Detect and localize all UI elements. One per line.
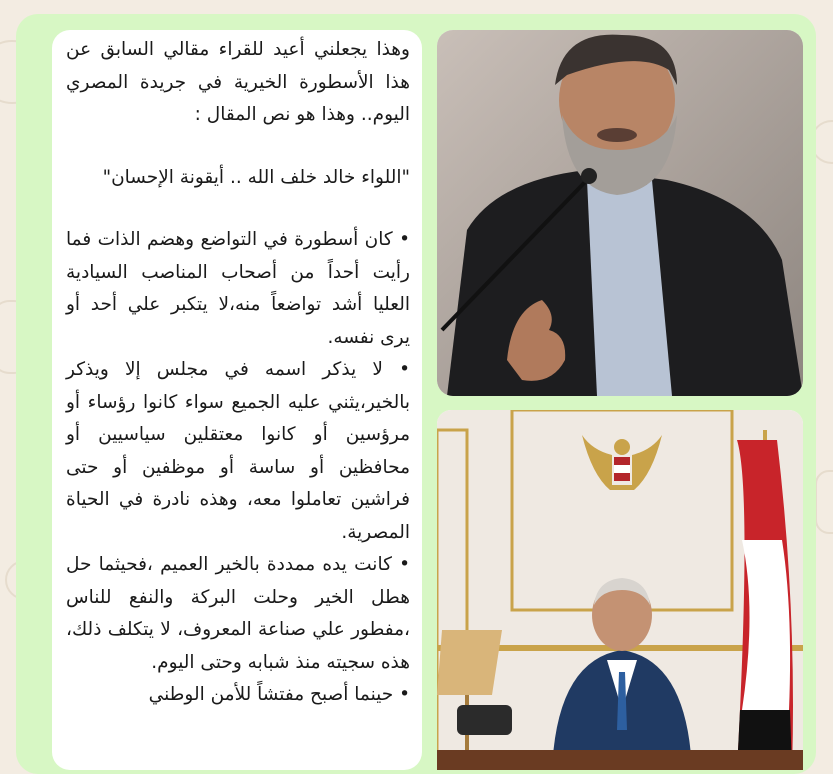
official-photo[interactable] bbox=[437, 410, 803, 770]
article-panel bbox=[52, 30, 422, 770]
article-paragraph: • لا يذكر اسمه في مجلس إلا ويذكر بالخير،يثني عليه الجميع سواء كانوا رؤساء أو مرؤسين أو كانوا معتقلين سياسيين أو محافظين أو ساسة أو موظفين أو حتى فراشين تعاملوا معه، وهذه نادرة في الحياة المصرية. bbox=[66, 359, 410, 543]
article-paragraph: • كان أسطورة في التواضع وهضم الذات فما رأيت أحداً من أصحاب المناصب السيادية العليا أشد تواضعاً منه،لا يتكبر علي أحد أو يرى نفسه. bbox=[66, 229, 410, 348]
speaker-photo[interactable] bbox=[437, 30, 803, 396]
article-title: "اللواء خالد خلف الله .. أيقونة الإحسان" bbox=[102, 166, 410, 188]
article-intro: وهذا يجعلني أعيد للقراء مقالي السابق عن هذا الأسطورة الخيرية في جريدة المصري اليوم.. وهذا هو نص المقال : bbox=[66, 39, 410, 125]
wallpaper-doodle bbox=[815, 470, 833, 534]
speaker-photo-illustration bbox=[437, 30, 803, 396]
article-text bbox=[52, 30, 422, 712]
official-photo-illustration bbox=[437, 410, 803, 770]
article-paragraph: • حينما أصبح مفتشاً للأمن الوطني bbox=[148, 684, 410, 705]
article-paragraph: • كانت يده ممددة بالخير العميم ،فحيثما حل هطل الخير وحلت البركة والنفع للناس ،مفطور علي صناعة المعروف، لا يتكلف ذلك، هذه سجيته منذ شبابه وحتى اليوم. bbox=[66, 554, 410, 673]
